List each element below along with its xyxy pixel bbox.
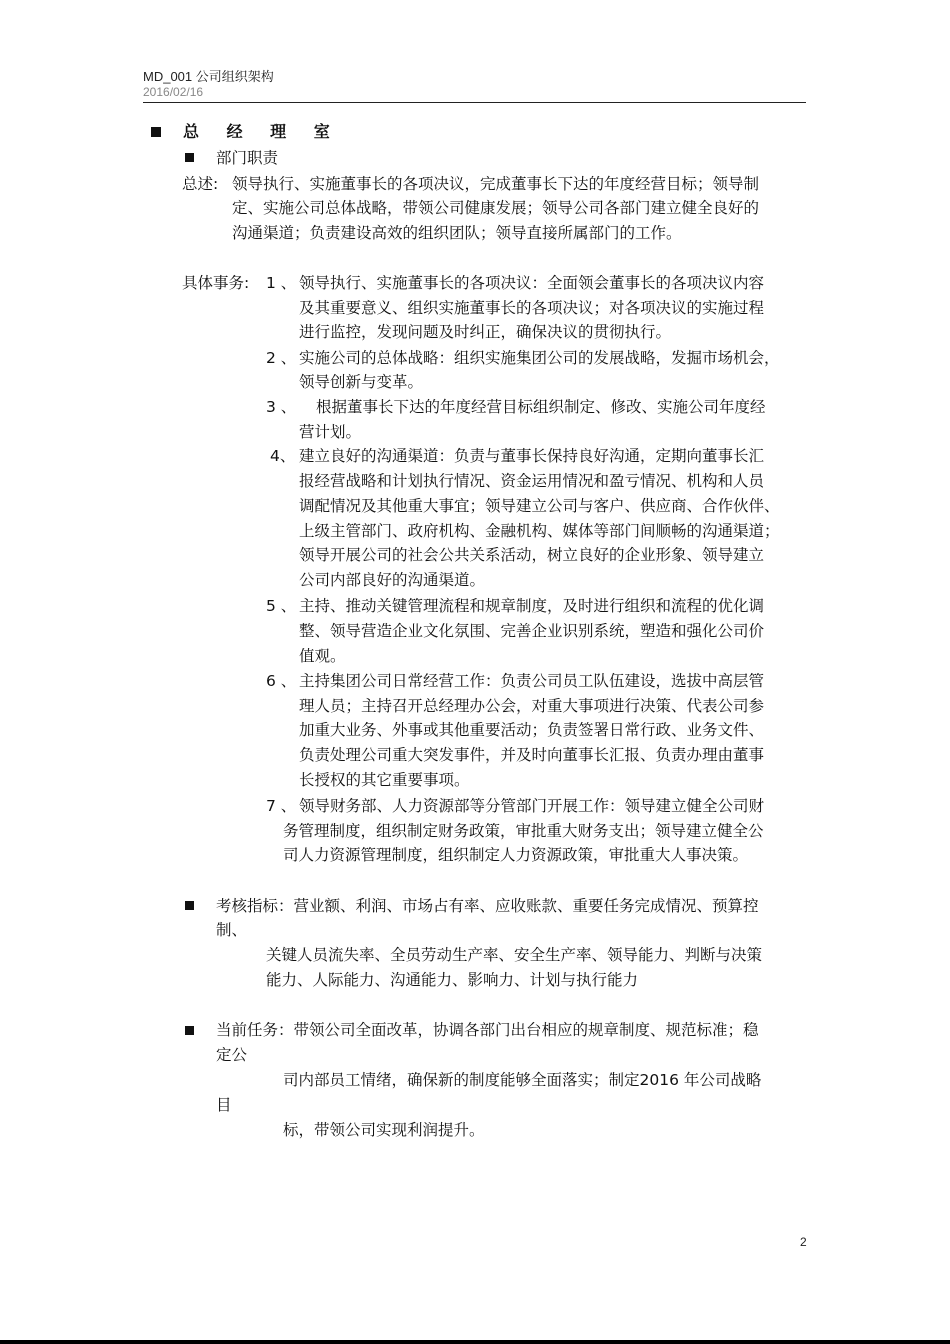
- header-divider: [143, 102, 806, 103]
- duty-line: 上级主管部门、政府机构、金融机构、媒体等部门间顺畅的沟通渠道；: [299, 522, 780, 540]
- duty-line: 领导开展公司的社会公共关系活动，树立良好的企业形象、领导建立: [299, 546, 765, 564]
- duty-line: 领导执行、实施董事长的各项决议：全面领会董事长的各项决议内容: [299, 274, 765, 292]
- duty-line: 调配情况及其他重大事宜；领导建立公司与客户、供应商、合作伙伴、: [299, 497, 780, 515]
- duty-line: 领导创新与变革。: [299, 373, 424, 391]
- page-bottom-edge: [0, 1340, 950, 1344]
- duty-number: 3 、: [266, 398, 297, 416]
- duty-line: 加重大业务、外事或其他重要活动；负责签署日常行政、业务文件、: [299, 721, 765, 739]
- duty-line: 负责处理公司重大突发事件，并及时向董事长汇报、负责办理由董事: [299, 746, 765, 764]
- task-line: 当前任务：带领公司全面改革，协调各部门出台相应的规章制度、规范标准；稳: [216, 1021, 759, 1039]
- duty-line: 公司内部良好的沟通渠道。: [299, 571, 486, 589]
- subsection-title: 部门职责: [216, 149, 279, 167]
- duty-line: 值观。: [299, 647, 346, 665]
- duty-line: 长授权的其它重要事项。: [299, 771, 470, 789]
- summary-line: 定、实施公司总体战略，带领公司健康发展；领导公司各部门建立健全良好的: [232, 199, 760, 217]
- section-title: 总 经 理 室: [183, 122, 341, 141]
- kpi-line: 能力、人际能力、沟通能力、影响力、计划与执行能力: [266, 971, 639, 989]
- bullet-square-icon: [185, 901, 194, 910]
- duty-line: 建立良好的沟通渠道：负责与董事长保持良好沟通，定期向董事长汇: [299, 447, 765, 465]
- duty-number: 1 、: [266, 274, 297, 292]
- task-line: 目: [216, 1096, 232, 1114]
- duty-line: 实施公司的总体战略：组织实施集团公司的发展战略，发掘市场机会，: [299, 349, 780, 367]
- task-line: 司内部员工情绪，确保新的制度能够全面落实；制定2016 年公司战略: [283, 1071, 762, 1089]
- duties-label: 具体事务:: [182, 274, 250, 292]
- task-line: 定公: [216, 1046, 248, 1064]
- duty-line: 及其重要意义、组织实施董事长的各项决议；对各项决议的实施过程: [299, 299, 765, 317]
- duty-line: 主持、推动关键管理流程和规章制度，及时进行组织和流程的优化调: [299, 597, 765, 615]
- document-title: MD_001 公司组织架构: [143, 69, 274, 84]
- duty-number: 4、: [270, 447, 296, 465]
- summary-label: 总述:: [182, 175, 219, 193]
- kpi-line: 关键人员流失率、全员劳动生产率、安全生产率、领导能力、判断与决策: [266, 946, 763, 964]
- task-line: 标，带领公司实现利润提升。: [283, 1121, 485, 1139]
- duty-number: 2 、: [266, 349, 297, 367]
- duty-line: 司人力资源管理制度，组织制定人力资源政策，审批重大人事决策。: [283, 846, 749, 864]
- bullet-square-icon: [185, 1026, 194, 1035]
- duty-line: 理人员；主持召开总经理办公会，对重大事项进行决策、代表公司参: [299, 697, 765, 715]
- summary-line: 领导执行、实施董事长的各项决议，完成董事长下达的年度经营目标；领导制: [232, 175, 760, 193]
- page-number: 2: [800, 1235, 807, 1249]
- duty-number: 7 、: [266, 797, 297, 815]
- duty-line: 根据董事长下达的年度经营目标组织制定、修改、实施公司年度经: [316, 398, 766, 416]
- duty-line: 主持集团公司日常经营工作：负责公司员工队伍建设，选拔中高层管: [299, 672, 765, 690]
- summary-line: 沟通渠道；负责建设高效的组织团队；领导直接所属部门的工作。: [232, 224, 682, 242]
- duty-line: 整、领导营造企业文化氛围、完善企业识别系统，塑造和强化公司价: [299, 622, 765, 640]
- duty-line: 进行监控，发现问题及时纠正，确保决议的贯彻执行。: [299, 323, 672, 341]
- duty-line: 营计划。: [299, 423, 362, 441]
- bullet-square-icon: [151, 127, 161, 137]
- duty-number: 6 、: [266, 672, 297, 690]
- duty-line: 报经营战略和计划执行情况、资金运用情况和盈亏情况、机构和人员: [299, 472, 765, 490]
- duty-line: 领导财务部、人力资源部等分管部门开展工作：领导建立健全公司财: [299, 797, 765, 815]
- kpi-line: 制、: [216, 921, 248, 939]
- duty-number: 5 、: [266, 597, 297, 615]
- kpi-line: 考核指标：营业额、利润、市场占有率、应收账款、重要任务完成情况、预算控: [216, 897, 759, 915]
- running-header: [143, 69, 274, 100]
- duty-line: 务管理制度，组织制定财务政策，审批重大财务支出；领导建立健全公: [283, 822, 764, 840]
- bullet-square-icon: [185, 153, 194, 162]
- document-date: 2016/02/16: [143, 85, 204, 99]
